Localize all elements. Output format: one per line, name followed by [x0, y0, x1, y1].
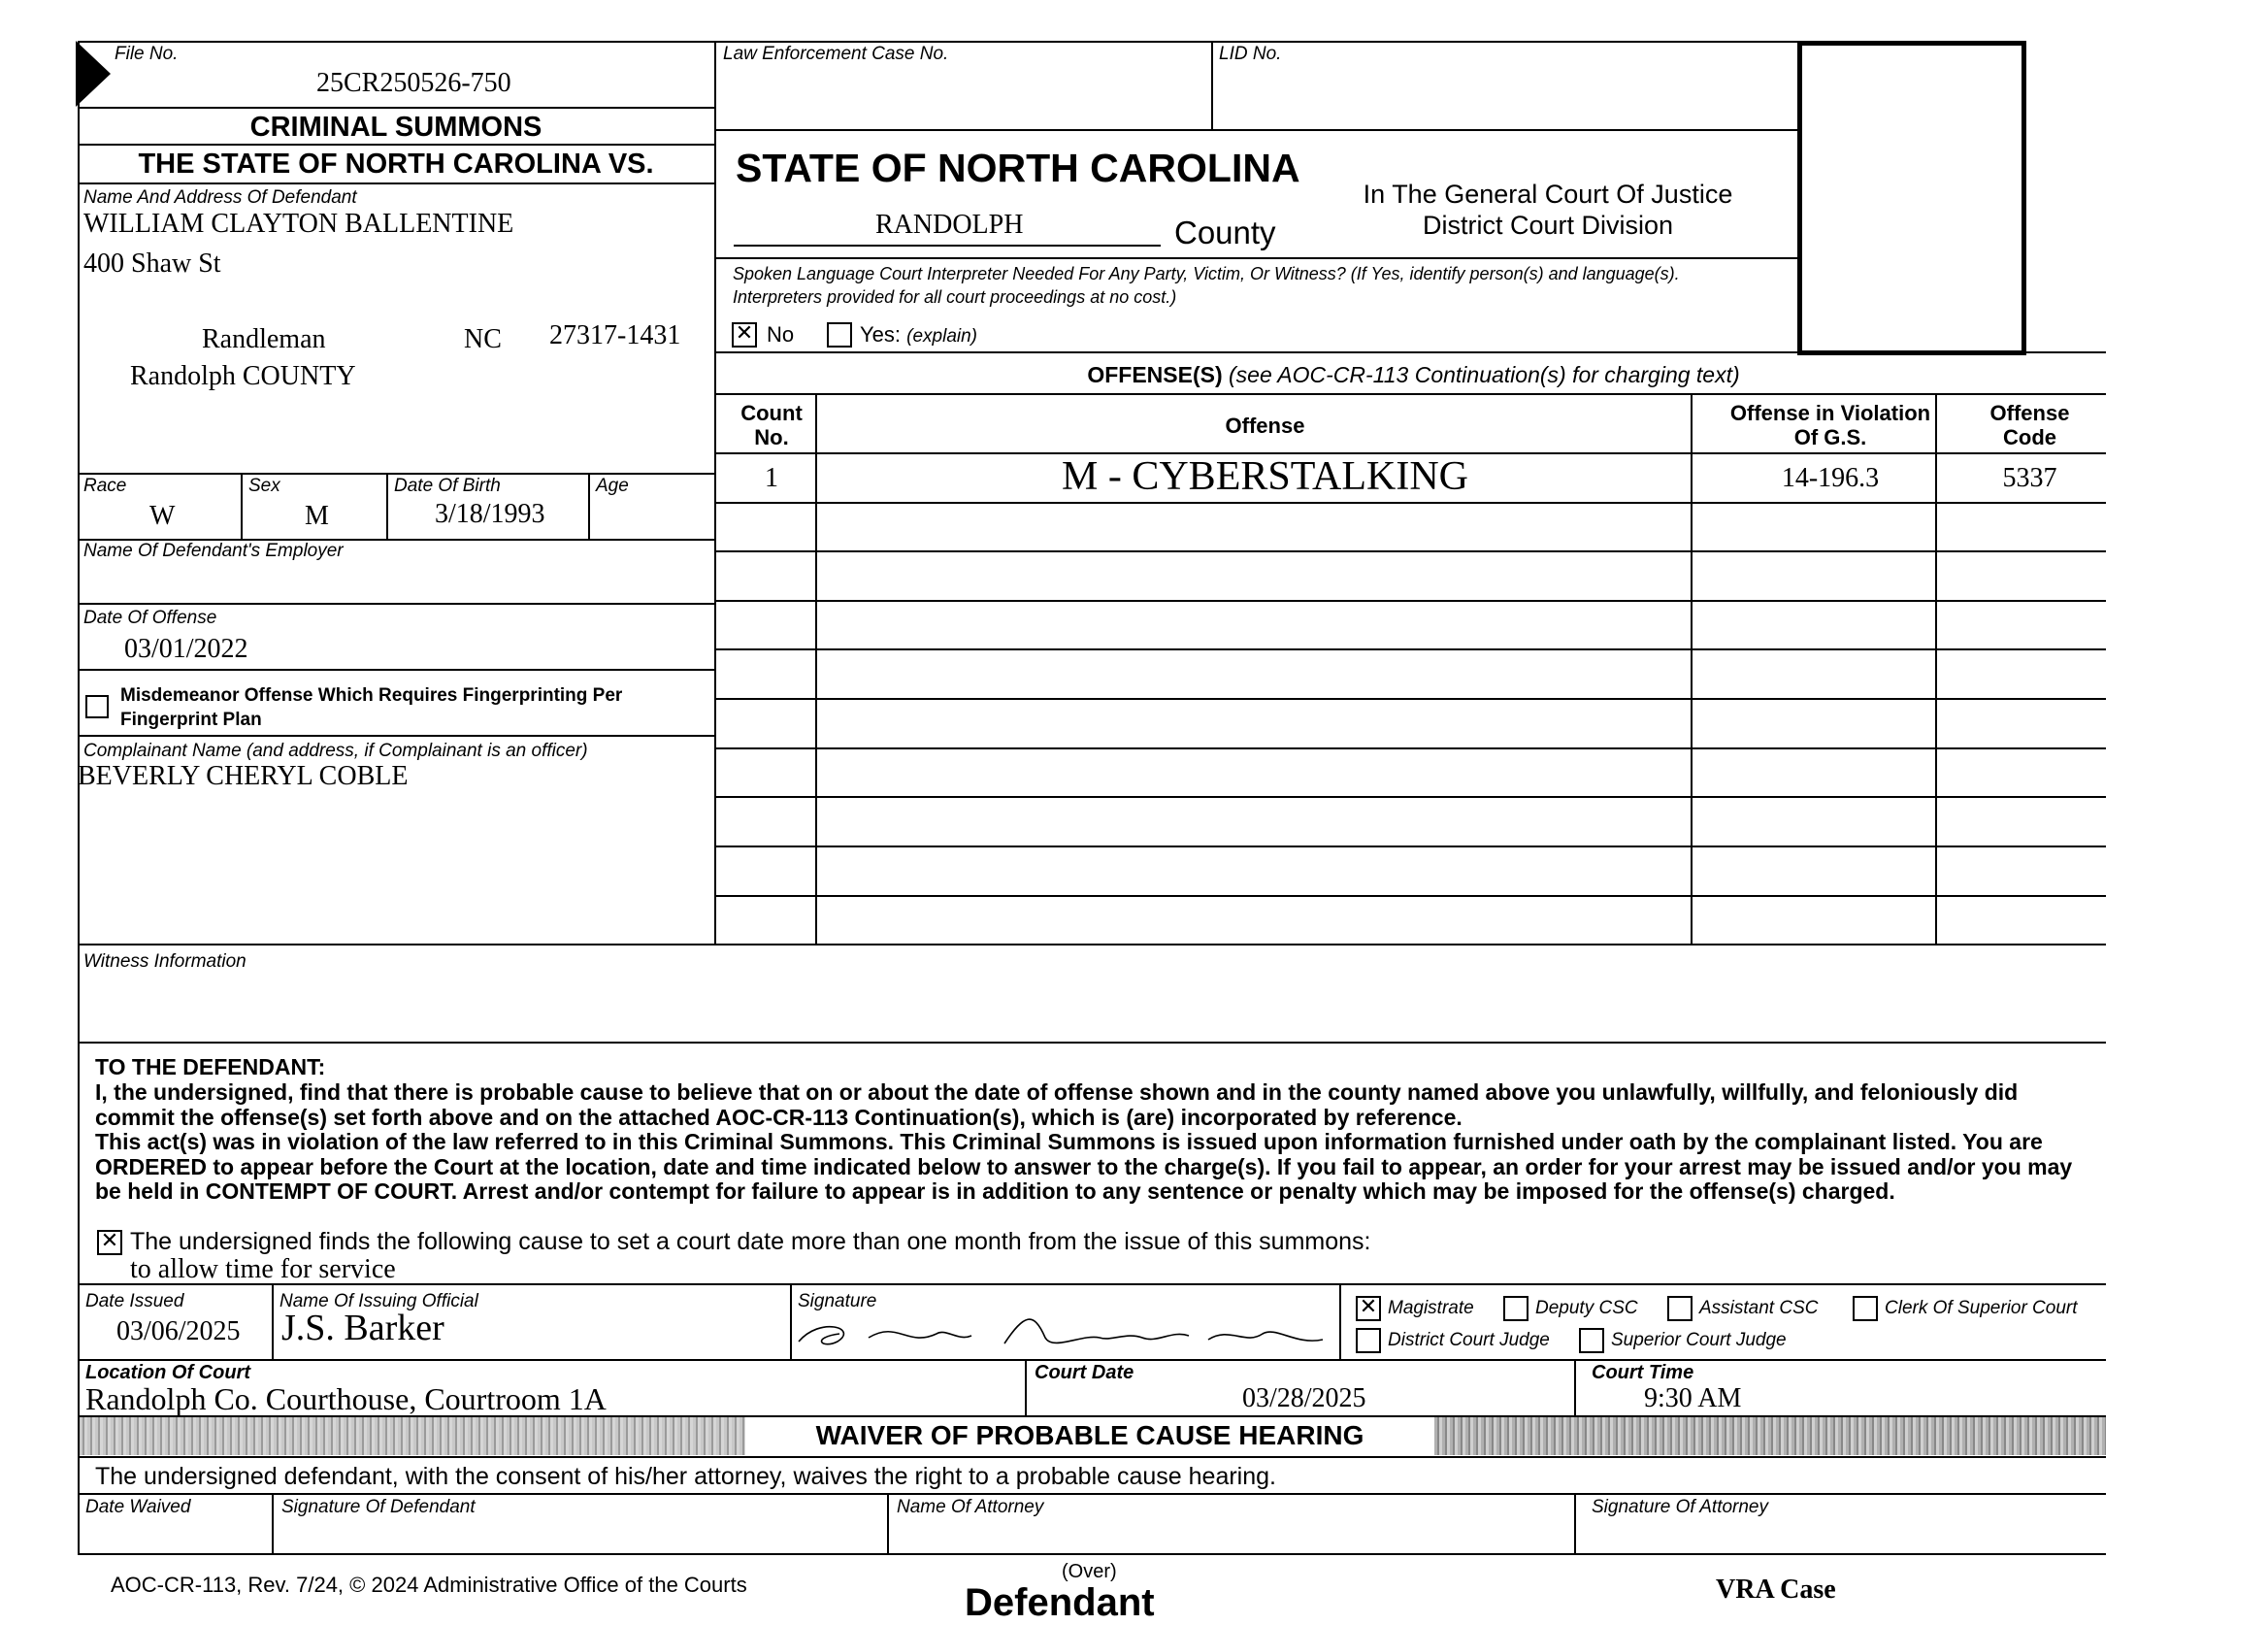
file-no-value: 25CR250526-750: [316, 68, 511, 98]
interpreter-question-2: Interpreters provided for all court proceedings at no cost.): [733, 287, 1177, 307]
rule: [714, 129, 1797, 131]
col-violation-header: [1706, 401, 1955, 449]
rule: [714, 698, 2106, 700]
superior-judge-checkbox[interactable]: [1579, 1328, 1604, 1353]
issuing-official-label: Name Of Issuing Official: [279, 1291, 478, 1311]
location-value: Randolph Co. Courthouse, Courtroom 1A: [85, 1381, 607, 1416]
col-violation-line-1: Offense in Violation: [1729, 401, 1931, 425]
form-id: AOC-CR-113, Rev. 7/24, © 2024 Administrative Office of the Courts: [111, 1573, 747, 1597]
rule: [78, 473, 714, 475]
rule: [78, 41, 80, 1555]
rule: [272, 1283, 274, 1359]
rule: [78, 1456, 2106, 1458]
county-name: RANDOLPH: [875, 210, 1024, 240]
order-heading: TO THE DEFENDANT:: [95, 1054, 326, 1079]
offense-statute: 14-196.3: [1781, 463, 1880, 493]
offenses-title: [722, 361, 2105, 388]
interpreter-question-1: Spoken Language Court Interpreter Needed For Any Party, Victim, Or Witness? (If Yes, identify person(s) and language(s).: [733, 264, 1680, 283]
rule: [714, 796, 2106, 798]
rule: [714, 846, 2106, 847]
offenses-subtitle: (see AOC-CR-113 Continuation(s) for charging text): [1229, 362, 1740, 387]
issuing-official-value: J.S. Barker: [281, 1308, 444, 1348]
col-offense-header: Offense: [1225, 414, 1305, 438]
rule: [714, 600, 2106, 602]
rule: [241, 473, 243, 539]
offenses-title-bold: OFFENSE(S): [1087, 362, 1223, 387]
defendant-state: NC: [464, 324, 502, 354]
offense-code: 5337: [2002, 463, 2057, 493]
defendant-name-label: Name And Address Of Defendant: [83, 187, 357, 208]
superior-judge-label: Superior Court Judge: [1611, 1330, 1787, 1350]
offense-date-value: 03/01/2022: [124, 634, 248, 664]
rule: [714, 257, 1797, 259]
rule: [714, 393, 2106, 395]
interpreter-yes-checkbox[interactable]: [827, 322, 852, 348]
rule: [1691, 393, 1693, 944]
rule: [714, 648, 2106, 650]
vra-label: VRA Case: [1716, 1575, 1836, 1605]
employer-label: Name Of Defendant's Employer: [83, 541, 344, 561]
interpreter-no-label: No: [767, 322, 795, 347]
rule: [78, 1553, 2106, 1555]
defendant-zip: 27317-1431: [549, 320, 681, 350]
waiver-shade-left: [80, 1416, 745, 1455]
waiver-text: The undersigned defendant, with the consent of his/her attorney, waives the right to a probable cause hearing.: [95, 1463, 1276, 1490]
sex-value: M: [305, 501, 329, 531]
race-label: Race: [83, 476, 127, 496]
photo-box: [1797, 41, 2026, 355]
court-time-value: 9:30 AM: [1644, 1383, 1742, 1413]
rule: [790, 1283, 792, 1359]
over-label: (Over): [1062, 1561, 1117, 1582]
waiver-title: WAIVER OF PROBABLE CAUSE HEARING: [815, 1420, 1364, 1450]
cause-text: The undersigned finds the following cause to set a court date more than one month from the issue of this summons:: [130, 1228, 1371, 1255]
court-line-2: District Court Division: [1422, 211, 1674, 240]
rule: [78, 1042, 2106, 1044]
col-violation-line-2: Of G.S.: [1793, 425, 1867, 449]
dob-value: 3/18/1993: [435, 499, 545, 529]
rule: [1211, 41, 1213, 130]
rule: [386, 473, 388, 539]
cause-checkbox[interactable]: ✕: [97, 1230, 122, 1255]
rule: [887, 1493, 889, 1555]
col-code-line-2: Code: [2003, 425, 2056, 449]
court-time-label: Court Time: [1592, 1362, 1694, 1383]
rule: [1574, 1359, 1576, 1415]
defendant-city: Randleman: [202, 324, 326, 354]
state-title: STATE OF NORTH CAROLINA: [736, 146, 1300, 190]
complainant-value: BEVERLY CHERYL COBLE: [78, 761, 409, 791]
form-title: CRIMINAL SUMMONS: [249, 112, 542, 143]
interpreter-yes-text: Yes:: [860, 322, 902, 347]
age-label: Age: [596, 476, 629, 496]
attorney-signature-label: Signature Of Attorney: [1592, 1497, 1769, 1517]
file-no-arrow: [76, 41, 111, 107]
rule: [78, 603, 714, 605]
county-label: County: [1174, 215, 1276, 250]
clerk-superior-label: Clerk Of Superior Court: [1885, 1298, 2078, 1318]
dob-label: Date Of Birth: [394, 476, 501, 496]
fingerprint-checkbox[interactable]: [85, 695, 109, 718]
rule: [78, 182, 714, 184]
rule: [1574, 1493, 1576, 1555]
rule: [714, 550, 2106, 552]
rule: [78, 41, 1797, 43]
rule: [588, 473, 590, 539]
magistrate-label: Magistrate: [1388, 1298, 1474, 1318]
rule: [1935, 393, 1937, 944]
district-judge-label: District Court Judge: [1388, 1330, 1550, 1350]
rule: [78, 669, 714, 671]
cause-reason: to allow time for service: [130, 1254, 396, 1284]
date-issued-label: Date Issued: [85, 1291, 184, 1311]
lid-label: LID No.: [1219, 44, 1282, 64]
rule: [272, 1493, 274, 1555]
court-date-label: Court Date: [1035, 1362, 1134, 1383]
rule: [714, 41, 716, 945]
rule: [714, 452, 2106, 454]
rule: [78, 944, 2106, 945]
assistant-csc-label: Assistant CSC: [1699, 1298, 1819, 1318]
rule: [714, 351, 2106, 353]
sex-label: Sex: [248, 476, 280, 496]
col-count-line-2: No.: [754, 425, 789, 449]
col-count-header: [720, 401, 823, 449]
location-label: Location Of Court: [85, 1362, 250, 1383]
rule: [1025, 1359, 1027, 1415]
rule: [1339, 1283, 1341, 1359]
fingerprint-label-1: Misdemeanor Offense Which Requires Fingerprinting Per: [120, 685, 623, 706]
signature-label: Signature: [798, 1291, 877, 1311]
offense-count-value: 1: [765, 463, 778, 493]
deputy-csc-label: Deputy CSC: [1535, 1298, 1638, 1318]
law-case-label: Law Enforcement Case No.: [723, 44, 949, 64]
state-vs-title: THE STATE OF NORTH CAROLINA VS.: [138, 149, 654, 180]
rule: [78, 107, 714, 109]
clerk-superior-checkbox[interactable]: [1853, 1296, 1878, 1321]
defendant-name: WILLIAM CLAYTON BALLENTINE: [83, 209, 514, 239]
complainant-label: Complainant Name (and address, if Complainant is an officer): [83, 741, 588, 761]
interpreter-yes-label: [860, 322, 977, 349]
defendant-signature-label: Signature Of Defendant: [281, 1497, 476, 1517]
offense-description: M - CYBERSTALKING: [1062, 454, 1468, 499]
date-waived-label: Date Waived: [85, 1497, 191, 1517]
race-value: W: [149, 501, 176, 531]
col-count-line-1: Count: [740, 401, 803, 425]
signature-stroke: [799, 1319, 1323, 1344]
defendant-street: 400 Shaw St: [83, 249, 221, 279]
witness-label: Witness Information: [83, 951, 247, 972]
attorney-name-label: Name Of Attorney: [897, 1497, 1044, 1517]
rule: [714, 895, 2106, 897]
waiver-shade-right: [1434, 1416, 2106, 1455]
assistant-csc-checkbox[interactable]: [1667, 1296, 1693, 1321]
rule: [78, 1415, 2106, 1417]
court-date-value: 03/28/2025: [1242, 1383, 1366, 1413]
rule: [78, 144, 714, 146]
rule: [78, 1283, 2106, 1285]
court-line-1: In The General Court Of Justice: [1363, 180, 1733, 209]
rule: [78, 735, 714, 737]
file-no-label: File No.: [115, 44, 179, 64]
order-paragraph-2: This act(s) was in violation of the law referred to in this Criminal Summons. This Criminal Summons is issued upon information furnished under oath by the complainant listed. You are ORDERED to appear before the Court at the location, date and time indicated below to answer to the charge(s). If you fail to appear, an order for your arrest may be issued and/or you may be held in CONTEMPT OF COURT. Arrest and/or contempt for failure to appear is in addition to any sentence or penalty which may be imposed for the offense(s) charged.: [95, 1129, 2073, 1204]
rule: [78, 1359, 2106, 1361]
deputy-csc-checkbox[interactable]: [1503, 1296, 1528, 1321]
col-code-header: [1955, 401, 2105, 449]
interpreter-no-checkbox[interactable]: ✕: [732, 322, 757, 348]
interpreter-yes-explain: (explain): [906, 326, 978, 347]
magistrate-checkbox[interactable]: ✕: [1356, 1296, 1381, 1321]
col-code-line-1: Offense: [1989, 401, 2070, 425]
rule: [714, 747, 2106, 749]
order-paragraph-1: I, the undersigned, find that there is probable cause to believe that on or about the date of offense shown and in the county named above you unlawfully, willfully, and feloniously did commit the offense(s) set forth above and on the attached AOC-CR-113 Continuation(s), which is (are) incorporated by reference.: [95, 1079, 2019, 1130]
offense-date-label: Date Of Offense: [83, 608, 217, 628]
rule: [734, 245, 1161, 247]
copy-label: Defendant: [965, 1581, 1155, 1624]
rule: [714, 502, 2106, 504]
rule: [815, 393, 817, 944]
defendant-county: Randolph COUNTY: [130, 361, 356, 391]
rule: [78, 1493, 2106, 1495]
rule: [78, 539, 714, 541]
district-judge-checkbox[interactable]: [1356, 1328, 1381, 1353]
fingerprint-label-2: Fingerprint Plan: [120, 710, 262, 730]
date-issued-value: 03/06/2025: [116, 1316, 241, 1346]
official-signature: [791, 1309, 1334, 1351]
